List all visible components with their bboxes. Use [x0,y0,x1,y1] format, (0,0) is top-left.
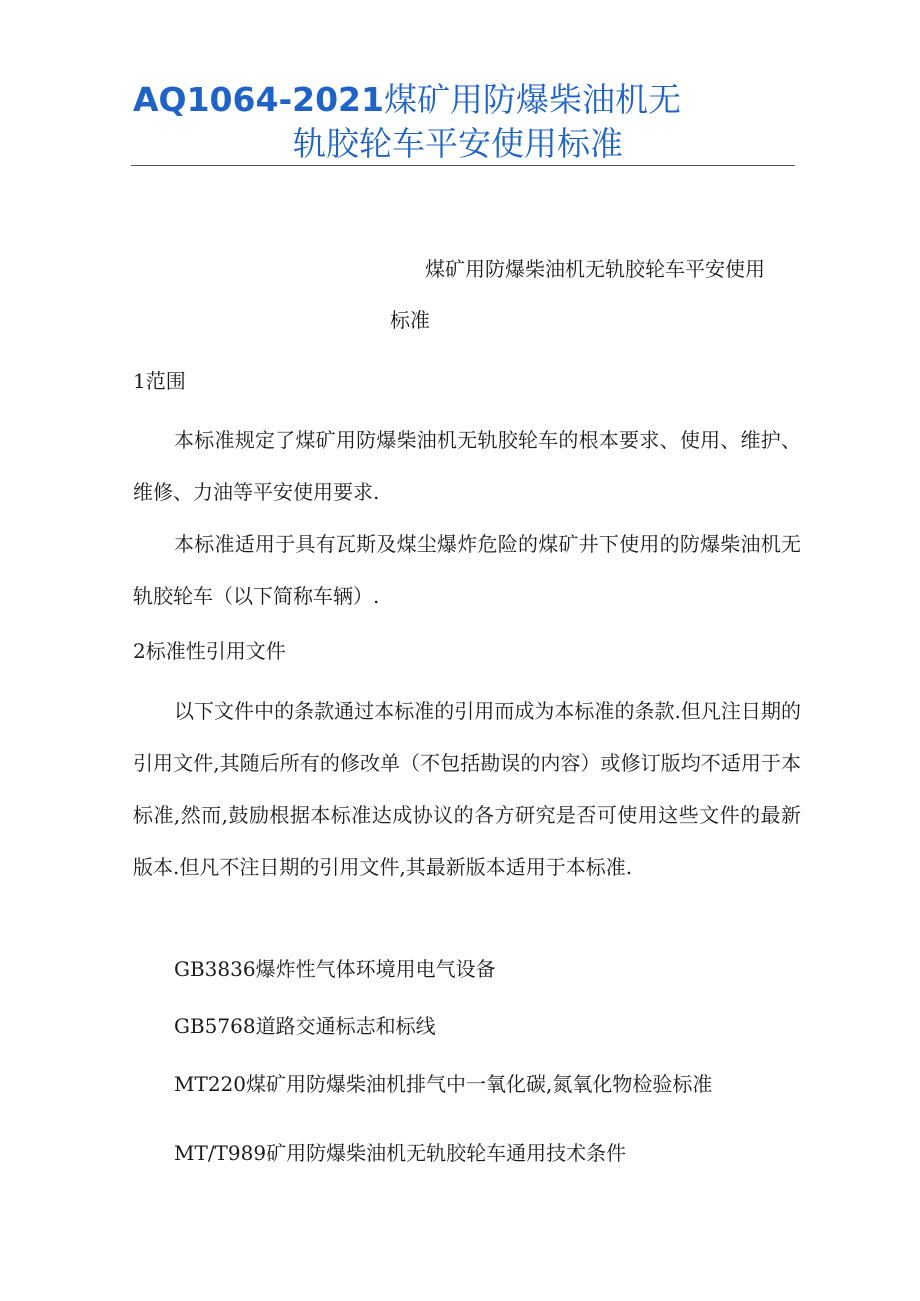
title-line2: 轨胶轮车平安使用标准 [293,124,623,163]
section-1-paragraph-1: 本标准规定了煤矿用防爆柴油机无轨胶轮车的根本要求、使用、维护、维修、力油等平安使用要求. [133,428,801,504]
section-1-title: 1范围 [133,369,186,393]
reference-item: MT/T989矿用防爆柴油机无轨胶轮车通用技术条件 [174,1141,627,1165]
section-2-paragraph-1: 以下文件中的条款通过本标准的引用而成为本标准的条款.但凡注日期的引用文件,其随后所有的修改单（不包括勘误的内容）或修订版均不适用于本标准,然而,鼓励根据本标准达成协议的各方研究是否可使用这些文件的最新版本.但凡不注日期的引用文件,其最新版本适用于本标准. [133,699,801,879]
section-2-title: 2标准性引用文件 [133,639,286,663]
reference-item: MT220煤矿用防爆柴油机排气中一氧化碳,氮氧化物检验标准 [174,1072,713,1096]
title-divider [131,165,795,166]
title-code: AQ1064-2021 [133,80,384,119]
document-heading-line1: 煤矿用防爆柴油机无轨胶轮车平安使用 [425,257,765,281]
section-1-paragraph-2: 本标准适用于具有瓦斯及煤尘爆炸危险的煤矿井下使用的防爆柴油机无轨胶轮车（以下简称车辆）. [133,532,801,608]
document-heading-line2: 标准 [390,308,430,332]
reference-item: GB5768道路交通标志和标线 [174,1014,436,1038]
title-line1: 煤矿用防爆柴油机无 [383,80,681,119]
page-title [133,78,693,166]
reference-item: GB3836爆炸性气体环境用电气设备 [174,957,496,981]
